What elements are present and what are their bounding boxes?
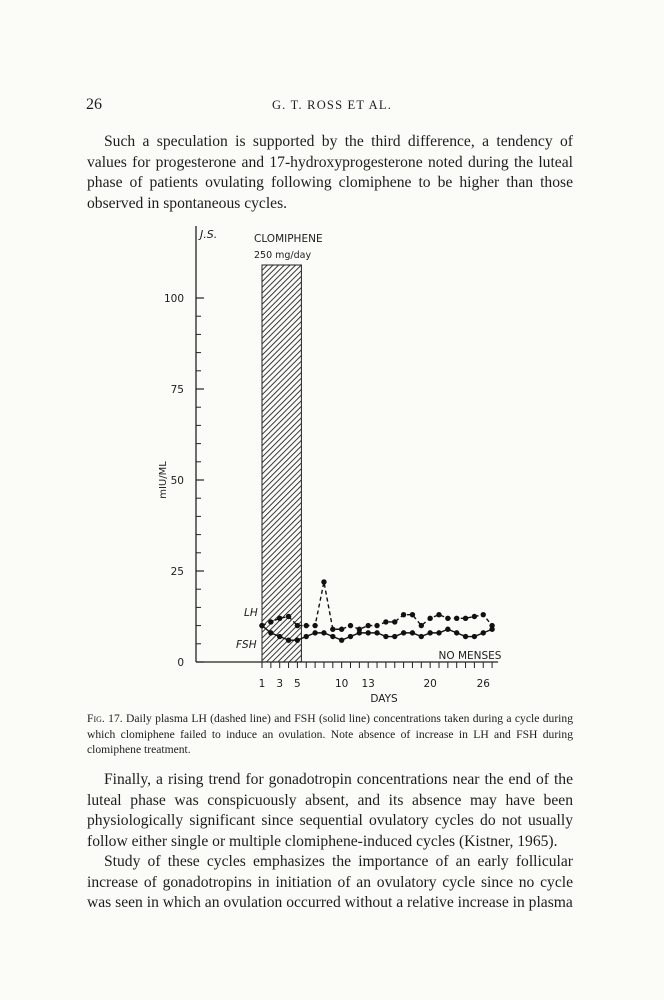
- fsh-point: [348, 634, 353, 639]
- fsh-point: [445, 627, 450, 632]
- lh-point: [374, 623, 379, 628]
- y-axis-label: mIU/ML: [158, 461, 169, 499]
- fsh-point: [259, 623, 264, 628]
- lh-point: [295, 623, 300, 628]
- lh-point: [339, 627, 344, 632]
- x-tick-label: 1: [258, 678, 266, 690]
- paragraph-study: Study of these cycles emphasizes the importance of an early follicular increase of gonadotropins in initiation of an ovulatory cycle since no cycle was seen in which an ovulation occurred without a relative increase in plasma: [87, 853, 573, 911]
- lh-point: [481, 612, 486, 617]
- figure-caption: [87, 711, 573, 758]
- fsh-point: [374, 630, 379, 635]
- y-tick-label: 100: [163, 293, 184, 305]
- fsh-point: [304, 634, 309, 639]
- no-menses-annotation: NO MENSES: [438, 650, 502, 662]
- lh-point: [454, 616, 459, 621]
- treatment-dose-label: 250 mg/day: [254, 250, 312, 261]
- x-tick-label: 20: [423, 678, 437, 690]
- paragraph-trend: Finally, a rising trend for gonadotropin concentrations near the end of the luteal phase was conspicuously absent, and its absence may have been physiologically significant since sequential ovulatory cycles do not usually follow either single or multiple clomiphene-induced cycles (Kistner, 1965).: [87, 771, 573, 850]
- fsh-point: [401, 630, 406, 635]
- fsh-point: [472, 634, 477, 639]
- lh-point: [419, 623, 424, 628]
- lh-point: [312, 623, 317, 628]
- subject-label: J.S.: [200, 228, 218, 241]
- x-tick-label: 26: [476, 678, 490, 690]
- lh-point: [268, 619, 273, 624]
- lh-point: [427, 616, 432, 621]
- lh-point: [366, 623, 371, 628]
- fsh-point: [268, 630, 273, 635]
- fsh-point: [436, 630, 441, 635]
- lh-point: [286, 614, 291, 619]
- lh-point: [436, 612, 441, 617]
- lh-point: [348, 623, 353, 628]
- fsh-point: [427, 630, 432, 635]
- fsh-point: [295, 637, 300, 642]
- lh-point: [330, 627, 335, 632]
- treatment-label: CLOMIPHENE: [254, 233, 323, 245]
- lh-point: [321, 579, 326, 584]
- lh-point: [304, 623, 309, 628]
- y-tick-label: 25: [170, 566, 184, 578]
- fsh-point: [392, 634, 397, 639]
- lh-series-label: LH: [244, 607, 258, 619]
- lh-point: [445, 616, 450, 621]
- figure-caption-text: Daily plasma LH (dashed line) and FSH (solid line) concentrations taken during a cycle during which clomiphene failed to induce an ovulation. Note absence of increase in LH and FSH during clomiphene treatment.: [87, 712, 573, 757]
- paragraph-intro: Such a speculation is supported by the third difference, a tendency of values for progesterone and 17-hydroxyprogesterone noted during the luteal phase of patients ovulating following clomiphene to be higher than those observed in spontaneous cycles.: [87, 133, 573, 212]
- x-tick-label: 10: [334, 678, 349, 690]
- y-tick-label: 0: [177, 657, 184, 669]
- fsh-point: [357, 630, 362, 635]
- fsh-point: [277, 634, 282, 639]
- fsh-point: [481, 630, 486, 635]
- fsh-point: [419, 634, 424, 639]
- page-number: 26: [86, 96, 102, 113]
- x-tick-label: 13: [361, 678, 375, 690]
- fsh-point: [312, 630, 317, 635]
- fsh-point: [410, 630, 415, 635]
- y-tick-label: 50: [170, 475, 184, 487]
- fsh-point: [383, 634, 388, 639]
- x-tick-label: 3: [276, 678, 284, 690]
- lh-point: [401, 612, 406, 617]
- fsh-point: [339, 637, 344, 642]
- fsh-point: [321, 630, 326, 635]
- lh-point: [463, 616, 468, 621]
- lh-point: [392, 619, 397, 624]
- fsh-point: [286, 637, 291, 642]
- lh-point: [277, 616, 282, 621]
- running-head: G. T. ROSS ET AL.: [271, 98, 393, 112]
- fsh-point: [489, 627, 494, 632]
- lh-point: [472, 614, 477, 619]
- x-tick-label: 5: [294, 678, 301, 690]
- lh-point: [410, 612, 415, 617]
- figure-caption-label: Fig. 17.: [87, 712, 123, 725]
- x-axis-label: DAYS: [370, 693, 398, 705]
- fsh-point: [463, 634, 468, 639]
- fsh-point: [454, 630, 459, 635]
- fsh-series-label: FSH: [236, 639, 257, 651]
- fsh-point: [366, 630, 371, 635]
- y-tick-label: 75: [170, 384, 184, 396]
- lh-point: [383, 619, 388, 624]
- fsh-point: [330, 634, 335, 639]
- clomiphene-treatment-band: [262, 265, 301, 662]
